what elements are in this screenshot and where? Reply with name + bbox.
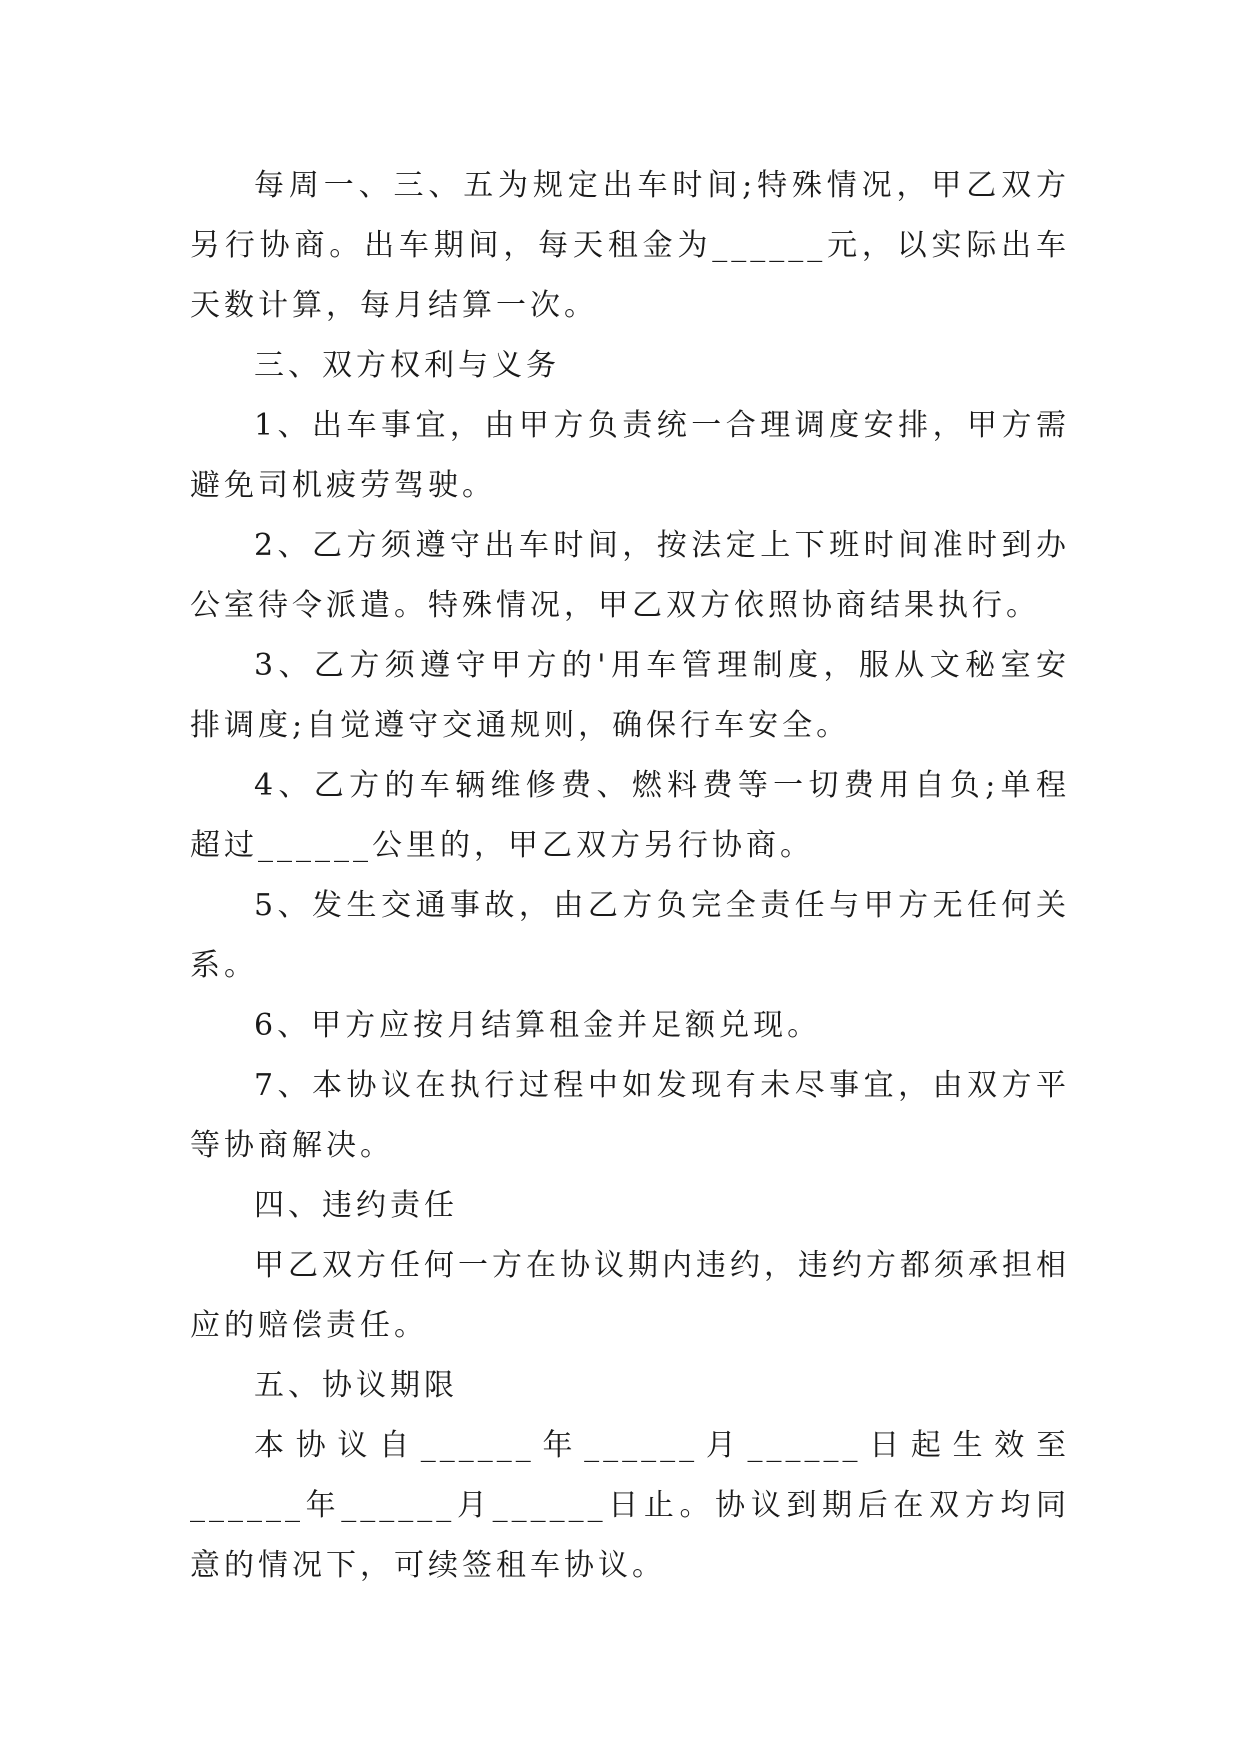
section-heading-rights-obligations: 三、双方权利与义务	[254, 348, 560, 383]
paragraph-clause-7: 7、本协议在执行过程中如发现有未尽事宜，由双方平等协商解决。	[190, 1068, 1070, 1163]
paragraph-agreement-term: 本协议自______年______月______日起生效至______年______月______日止。协议到期后在双方均同意的情况下，可续签租车协议。	[190, 1428, 1070, 1583]
paragraph-clause-3: 3、乙方须遵守甲方的'用车管理制度，服从文秘室安排调度;自觉遵守交通规则，确保行车安全。	[190, 648, 1070, 743]
section-heading-breach-liability: 四、违约责任	[254, 1188, 458, 1223]
paragraph-clause-1: 1、出车事宜，由甲方负责统一合理调度安排，甲方需避免司机疲劳驾驶。	[190, 408, 1070, 503]
paragraph-rental-schedule: 每周一、三、五为规定出车时间;特殊情况，甲乙双方另行协商。出车期间，每天租金为______元，以实际出车天数计算，每月结算一次。	[190, 168, 1070, 323]
section-heading-agreement-term: 五、协议期限	[254, 1368, 458, 1403]
document-body	[190, 156, 1070, 1596]
paragraph-clause-6: 6、甲方应按月结算租金并足额兑现。	[254, 1008, 822, 1043]
paragraph-clause-5: 5、发生交通事故，由乙方负完全责任与甲方无任何关系。	[190, 888, 1070, 983]
paragraph-clause-2: 2、乙方须遵守出车时间，按法定上下班时间准时到办公室待令派遣。特殊情况，甲乙双方依照协商结果执行。	[190, 528, 1070, 623]
paragraph-clause-4: 4、乙方的车辆维修费、燃料费等一切费用自负;单程超过______公里的，甲乙双方另行协商。	[190, 768, 1070, 863]
paragraph-breach-liability: 甲乙双方任何一方在协议期内违约，违约方都须承担相应的赔偿责任。	[190, 1248, 1070, 1343]
